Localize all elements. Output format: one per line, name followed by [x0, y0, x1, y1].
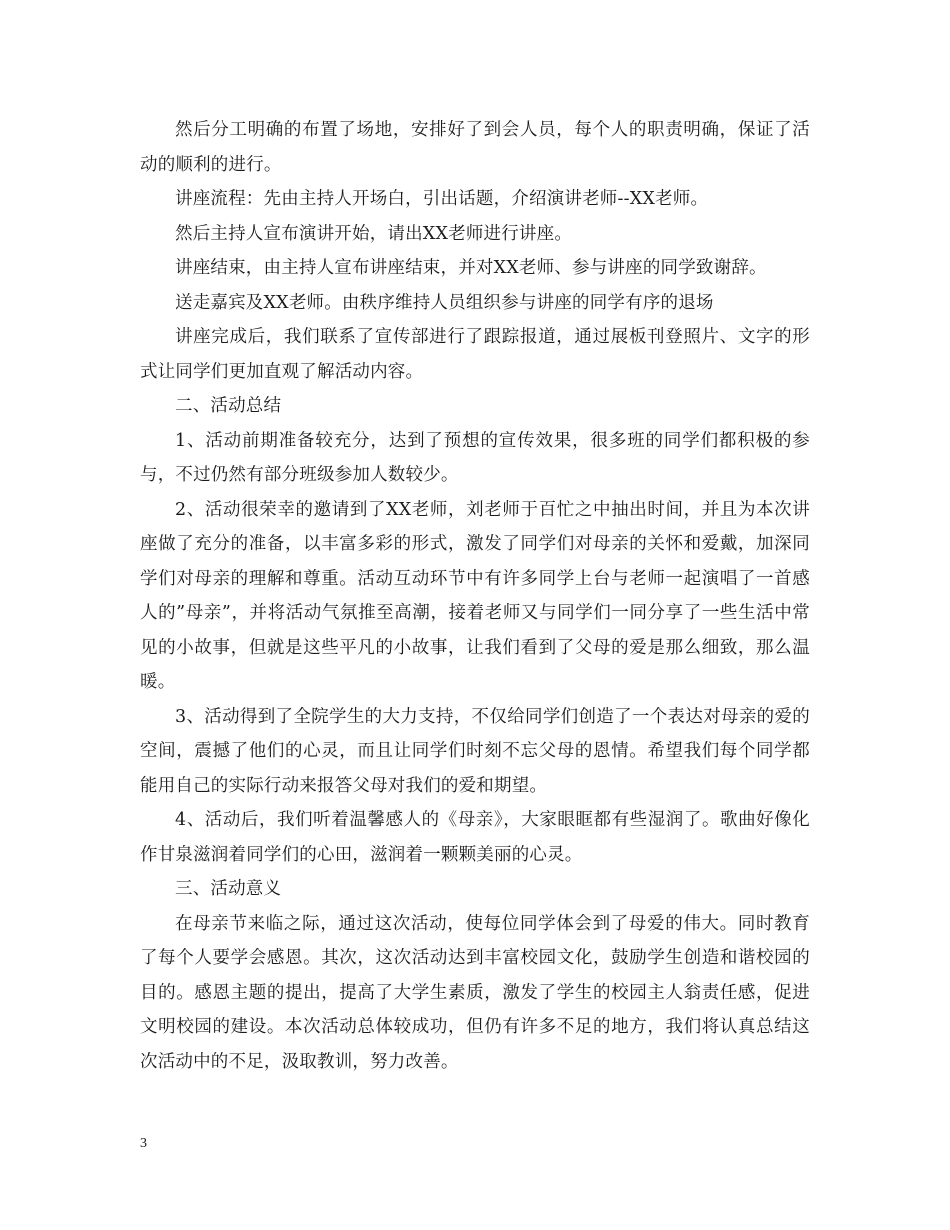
paragraph-publicity: 讲座完成后，我们联系了宣传部进行了跟踪报道，通过展板刊登照片、文字的形式让同学们更加直观了解活动内容。 — [140, 327, 810, 382]
page-number: 3 — [140, 1136, 147, 1151]
paragraph-lecture-end: 讲座结束，由主持人宣布讲座结束，并对XX老师、参与讲座的同学致谢辞。 — [175, 258, 767, 278]
document-body — [140, 113, 810, 1079]
paragraph-venue-setup: 然后分工明确的布置了场地，安排好了到会人员，每个人的职责明确，保证了活动的顺利的进行。 — [140, 120, 810, 175]
paragraph-significance: 在母亲节来临之际，通过这次活动，使每位同学体会到了母爱的伟大。同时教育了每个人要学会感恩。其次，这次活动达到丰富校园文化，鼓励学生创造和谐校园的目的。感恩主题的提出，提高了大学生素质，激发了学生的校园主人翁责任感，促进文明校园的建设。本次活动总体较成功，但仍有许多不足的地方，我们将认真总结这次活动中的不足，汲取教训，努力改善。 — [140, 913, 810, 1072]
section-heading-summary: 二、活动总结 — [175, 396, 282, 416]
summary-item-1: 1、活动前期准备较充分，达到了预想的宣传效果，很多班的同学们都积极的参与，不过仍然有部分班级参加人数较少。 — [140, 430, 810, 485]
section-heading-significance: 三、活动意义 — [175, 879, 282, 899]
summary-item-3: 3、活动得到了全院学生的大力支持，不仅给同学们创造了一个表达对母亲的爱的空间，震撼了他们的心灵，而且让同学们时刻不忘父母的恩情。希望我们每个同学都能用自己的实际行动来报答父母对我们的爱和期望。 — [140, 706, 810, 796]
paragraph-lecture-start: 然后主持人宣布演讲开始，请出XX老师进行讲座。 — [175, 223, 573, 244]
summary-item-2: 2、活动很荣幸的邀请到了XX老师，刘老师于百忙之中抽出时间，并且为本次讲座做了充分的准备，以丰富多彩的形式，激发了同学们对母亲的关怀和爱戴，加深同学们对母亲的理解和尊重。活动互动环节中有许多同学上台与老师一起演唱了一首感人的”母亲”，并将活动气氛推至高潮，接着老师又与同学们一同分享了一些生活中常见的小故事，但就是这些平凡的小故事，让我们看到了父母的爱是那么细致，那么温暖。 — [140, 499, 810, 692]
paragraph-guest-exit: 送走嘉宾及XX老师。由秩序维持人员组织参与讲座的同学有序的退场 — [175, 292, 714, 313]
paragraph-lecture-process: 讲座流程：先由主持人开场白，引出话题，介绍演讲老师--XX老师。 — [175, 189, 709, 209]
summary-item-4: 4、活动后，我们听着温馨感人的《母亲》，大家眼眶都有些湿润了。歌曲好像化作甘泉滋润着同学们的心田，滋润着一颗颗美丽的心灵。 — [140, 810, 810, 865]
